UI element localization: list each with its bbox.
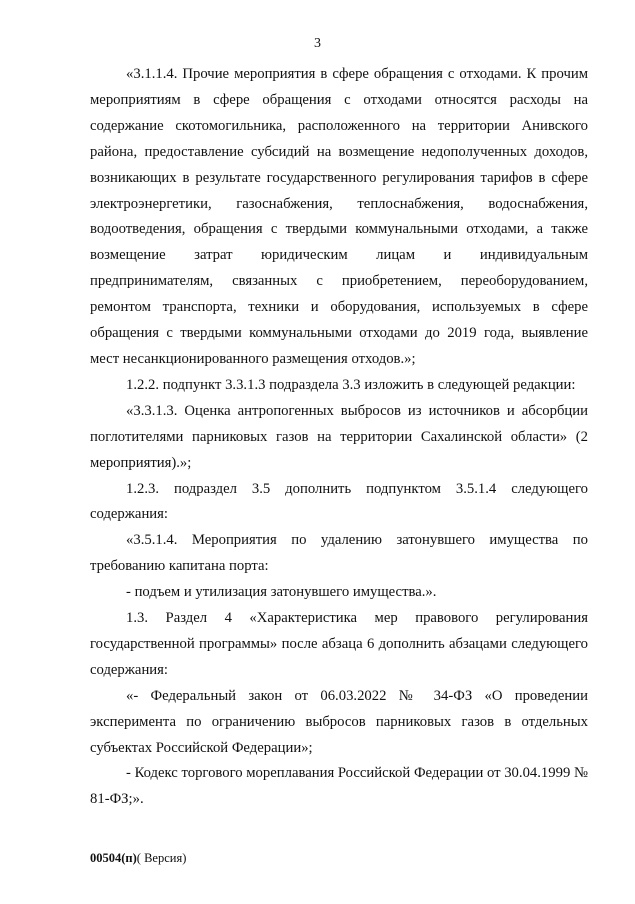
- paragraph-3-1-1-4: «3.1.1.4. Прочие мероприятия в сфере обращения с отходами. К прочим мероприятиям в сфере обращения с отходами относятся расходы на содержание скотомогильника, расположенного на территории Анивского района, предоставление субсидий на возмещение недополученных доходов, возникающих в результате государственного регулирования тарифов в сфере электроэнергетики, газоснабжения, теплоснабжения, водоснабжения, водоотведения, обращения с твердыми коммунальными отходами, а также возмещение затрат юридическим лицам и индивидуальным предпринимателям, связанных с приобретением, переоборудованием, ремонтом транспорта, техники и оборудования, используемых в сфере обращения с твердыми коммунальными отходами до 2019 года, выявление мест несанкционированного размещения отходов.»;: [90, 66, 588, 367]
- paragraph-1-2-2: 1.2.2. подпункт 3.3.1.3 подраздела 3.3 изложить в следующей редакции:: [126, 376, 576, 393]
- paragraph-1-2-3: 1.2.3. подраздел 3.5 дополнить подпунктом 3.5.1.4 следующего содержания:: [90, 480, 588, 523]
- paragraph-list-item: - подъем и утилизация затонувшего имущества.».: [126, 584, 437, 601]
- page-number: 3: [314, 36, 321, 51]
- document-footer: [90, 851, 186, 866]
- paragraph-3-3-1-3: «3.3.1.3. Оценка антропогенных выбросов из источников и абсорбции поглотителями парниковых газов на территории Сахалинской области» (2 мероприятия).»;: [90, 402, 588, 471]
- paragraph-federal-law: «- Федеральный закон от 06.03.2022 № 34-ФЗ «О проведении эксперимента по ограничению выбросов парниковых газов в отдельных субъектах Российской Федерации»;: [90, 687, 588, 756]
- paragraph-3-5-1-4: «3.5.1.4. Мероприятия по удалению затонувшего имущества по требованию капитана порта:: [90, 532, 588, 575]
- document-version: ( Версия): [136, 851, 187, 865]
- document-body: [90, 62, 588, 813]
- document-code: 00504(п): [90, 851, 137, 865]
- paragraph-1-3: 1.3. Раздел 4 «Характеристика мер правового регулирования государственной программы» после абзаца 6 дополнить абзацами следующего содержания:: [90, 610, 588, 678]
- paragraph-maritime-code: - Кодекс торгового мореплавания Российской Федерации от 30.04.1999 № 81-ФЗ;».: [90, 765, 588, 808]
